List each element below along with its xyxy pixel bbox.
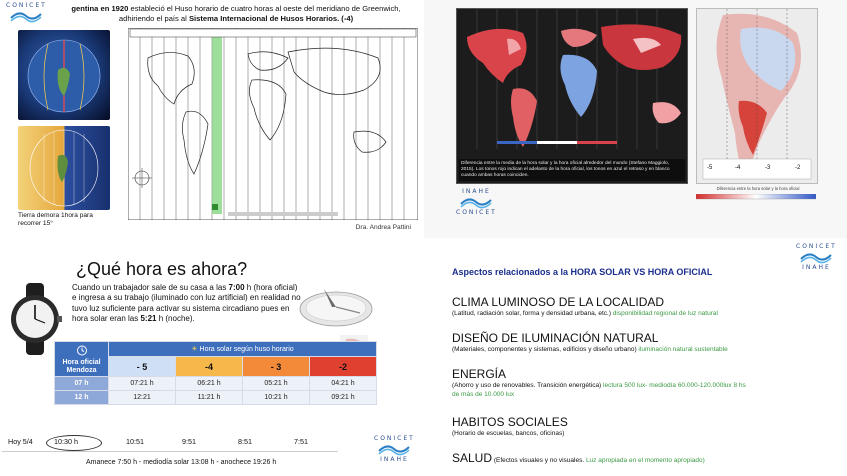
header-text-1: estableció el Huso horario de cuatro horas al oeste del meridiano de Greenwich, [128, 4, 401, 13]
conicet-inahe-logo [796, 243, 837, 271]
sun-times-footer: Amanece 7:50 h - mediodía solar 13:08 h - anochece 19:26 h [86, 459, 277, 466]
aspect-detail [452, 309, 842, 318]
logo-word: CONICET [796, 243, 837, 250]
table-cell: 04:21 h [310, 377, 377, 391]
table-cell: 06:21 h [176, 377, 243, 391]
aspect-sub: (Materiales, componentes y sistemas, edificios y diseño urbano) [452, 346, 637, 353]
official-time-header [55, 342, 109, 377]
aspects-title: Aspectos relacionados a la HORA SOLAR VS HORA OFICIAL [452, 267, 713, 277]
aspect-green-note: iluminación natural sustentable [636, 346, 728, 353]
logo-word: CONICET [6, 2, 47, 9]
aspect-heading-row [452, 451, 842, 468]
zone-header: - 3 [243, 357, 310, 377]
zone-header: -2 [310, 357, 377, 377]
panel-solar-vs-official-maps [424, 0, 847, 238]
panel-what-time-is-it [0, 239, 423, 476]
today-value: 10:30 h [54, 437, 78, 446]
table-cell: 09:21 h [310, 391, 377, 405]
aspect-heading: ENERGÍA [452, 367, 507, 381]
text-part: h (noche). [156, 314, 195, 324]
table-cell: 05:21 h [243, 377, 310, 391]
conicet-inahe-logo [374, 435, 415, 463]
world-map-caption: Diferencia entre la media de la hora solar y la hora oficial alrededor del mundo (Stefano Maggiolo, 2015). Los tonos rojo indican el adelanto de la hora oficial, los tonos en azul el retraso y en blanco cuando ambas horas coinciden. [459, 159, 685, 181]
solar-time-header-label: Hora solar según huso horario [199, 346, 294, 353]
row-label: 12 h [55, 391, 109, 405]
conicet-logo [6, 2, 47, 23]
text-part: Cuando un trabajador sale de su casa a las [72, 283, 229, 292]
aspect-sub: (Horario de escuelas, bancos, oficinas) [452, 430, 565, 437]
aspect-heading: HABITOS SOCIALES [452, 415, 568, 429]
panel-time-zones-argentina [0, 0, 423, 238]
header-text-2: adhiriendo el país al [118, 14, 189, 23]
aspect-heading: DISEÑO DE ILUMINACIÓN NATURAL [452, 331, 659, 345]
aspect-item [452, 331, 842, 354]
logo-word: CONICET [374, 435, 415, 442]
zone-label: -3 [765, 165, 771, 171]
south-america-offset-map [696, 8, 818, 184]
page-title: ¿Qué hora es ahora? [76, 259, 248, 279]
zone-label: -5 [707, 165, 713, 171]
text-part: h (hora oficial) e ingresa a su trabajo (iluminado con luz artificial) en realidad no tuvo luz suficiente para activar su sistema circadiano pues en hora solar eran las [72, 283, 301, 324]
aspect-detail [452, 381, 752, 399]
zone-header: - 5 [109, 357, 176, 377]
sun-icon: ☀ [191, 346, 198, 353]
today-label: Hoy 5/4 [8, 437, 33, 446]
today-row [2, 435, 422, 451]
globe-image-meridians [18, 30, 110, 120]
official-time-label: Hora oficial Mendoza [62, 358, 101, 374]
earth-rotation-note: Tierra demora 1hora para recorrer 15° [18, 212, 93, 227]
logo-word: CONICET [456, 209, 497, 216]
aspect-item [452, 295, 842, 318]
aspect-detail [452, 429, 842, 438]
zone-label: -4 [735, 165, 741, 171]
logo-word: INAHE [802, 264, 831, 271]
aspect-heading: SALUD [452, 451, 493, 465]
today-value: 10:51 [126, 437, 144, 446]
time-highlight: 7:00 [228, 283, 245, 292]
aspect-item [452, 451, 842, 468]
table-cell: 07:21 h [109, 377, 176, 391]
table-cell: 10:21 h [243, 391, 310, 405]
worker-explanation [72, 283, 304, 325]
row-label: 07 h [55, 377, 109, 391]
alarm-clock-icon [75, 344, 89, 356]
today-value: 8:51 [238, 437, 252, 446]
zone-header: -4 [176, 357, 243, 377]
logo-word: INAHE [462, 188, 491, 195]
aspect-heading: CLIMA LUMINOSO DE LA LOCALIDAD [452, 295, 665, 309]
time-highlight: 5:21 [140, 314, 157, 324]
time-zone-header-text [56, 4, 416, 24]
author-credit: Dra. Andrea Pattini [355, 224, 411, 231]
color-scale-bar [696, 194, 816, 202]
globe-image-sunlight [18, 126, 110, 210]
panel-related-aspects [424, 239, 847, 476]
aspect-item [452, 367, 842, 399]
zone-label: -2 [795, 165, 801, 171]
aspect-detail [452, 345, 842, 354]
table-cell: 12:21 [109, 391, 176, 405]
aspect-green-note: lectura 500 lux- mediodía 60.000-120.000lux 8 hs de más de 10.000 lux [452, 382, 746, 398]
table-row [55, 377, 377, 391]
table-cell: 11:21 h [176, 391, 243, 405]
today-value: 7:51 [294, 437, 308, 446]
inahe-conicet-logo [456, 188, 497, 216]
table-row [55, 391, 377, 405]
header-bold-2: Sistema Internacional de Husos Horarios. (-4) [188, 14, 354, 23]
aspect-green-note: disponibilidad regional de luz natural [610, 310, 718, 317]
sundial-image [296, 283, 374, 329]
today-value: 9:51 [182, 437, 196, 446]
aspect-sub: (Latitud, radiación solar, forma y densidad urbana, etc.) [452, 310, 611, 317]
world-time-zone-map [128, 28, 418, 220]
header-bold-1: gentina en 1920 [71, 4, 129, 13]
divider [2, 451, 338, 452]
aspect-item [452, 415, 842, 438]
color-scale-label: Diferencia entre la hora solar y la hora oficial [716, 186, 800, 191]
solar-time-table [54, 341, 377, 405]
aspect-sub: (Efectos visuales y no visuales. [492, 457, 585, 464]
aspect-sub: (Ahorro y uso de renovables. Transición energética) [452, 382, 602, 389]
aspect-green-note: Luz apropiada en el momento apropiado) [584, 457, 705, 464]
world-solar-offset-map [456, 8, 688, 184]
logo-word: INAHE [380, 456, 409, 463]
solar-time-header [109, 342, 377, 357]
